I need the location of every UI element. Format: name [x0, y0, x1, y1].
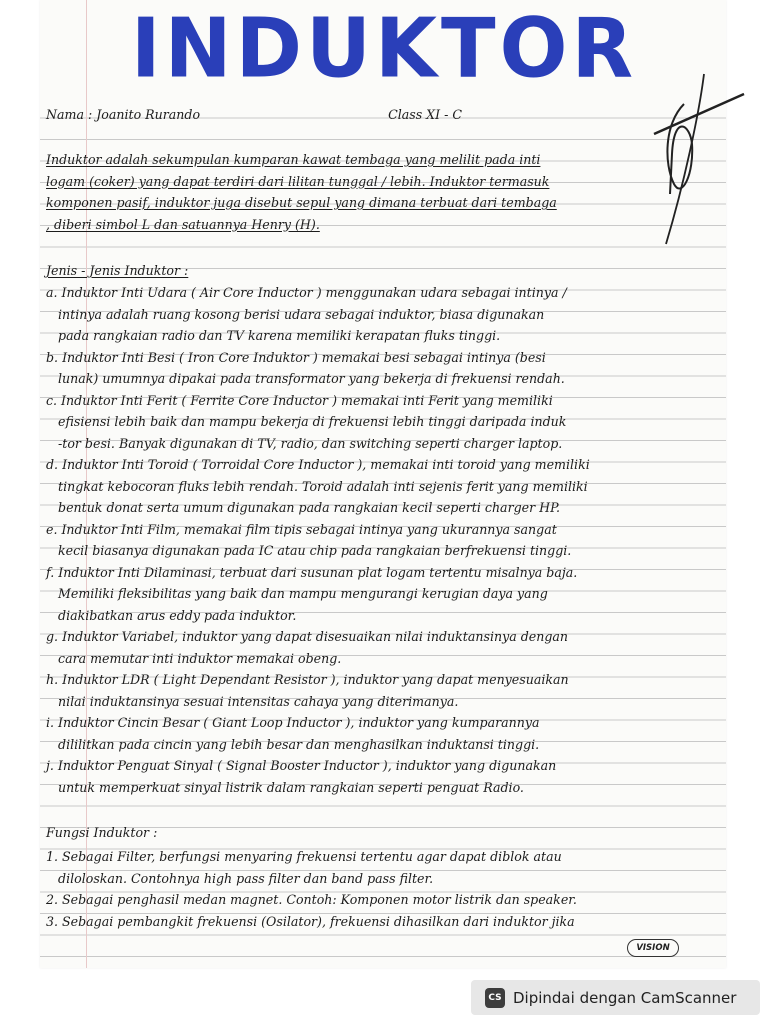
intro-line: komponen pasif, induktor juga disebut sepul yang dimana terbuat dari tembaga — [46, 195, 557, 210]
jenis-item-line: b. Induktor Inti Besi ( Iron Core Induktor ) memakai besi sebagai intinya (besi — [46, 349, 546, 365]
jenis-list — [46, 282, 722, 798]
jenis-item-line: kecil biasanya digunakan pada IC atau chip pada rangkaian berfrekuensi tinggi. — [46, 543, 572, 558]
jenis-heading-line — [46, 260, 722, 282]
student-class: Class XI - C — [388, 107, 463, 122]
jenis-item-line: untuk memperkuat sinyal listrik dalam rangkaian seperti penguat Radio. — [46, 779, 524, 795]
jenis-item-line: intinya adalah ruang kosong berisi udara sebagai induktor, biasa digunakan — [46, 306, 545, 322]
camscanner-label: Dipindai dengan CamScanner — [513, 988, 737, 1007]
fungsi-item-line: 2. Sebagai penghasil medan magnet. Contoh: Komponen motor listrik dan speaker. — [46, 892, 577, 907]
jenis-item-line: lunak) umumnya dipakai pada transformator yang bekerja di frekuensi rendah. — [46, 371, 565, 386]
jenis-item-line: j. Induktor Penguat Sinyal ( Signal Booster Inductor ), induktor yang digunakan — [46, 758, 557, 773]
fungsi-item-line: 3. Sebagai pembangkit frekuensi (Osilator), frekuensi dihasilkan dari induktor jika — [46, 913, 575, 929]
jenis-item-line: h. Induktor LDR ( Light Dependant Resistor ), induktor yang dapat menyesuaikan — [46, 672, 569, 687]
jenis-item-line: g. Induktor Variabel, induktor yang dapat disesuaikan nilai induktansinya dengan — [46, 629, 569, 644]
jenis-item-line: e. Induktor Inti Film, memakai film tipis sebagai intinya yang ukurannya sangat — [46, 521, 557, 537]
camscanner-badge — [471, 980, 760, 1015]
jenis-item-line: tingkat kebocoran fluks lebih rendah. Toroid adalah inti sejenis ferit yang memiliki — [46, 478, 588, 494]
jenis-item-line: efisiensi lebih baik dan mampu bekerja di frekuensi lebih tinggi daripada induk — [46, 414, 567, 429]
jenis-item-line: i. Induktor Cincin Besar ( Giant Loop Inductor ), induktor yang kumparannya — [46, 715, 540, 730]
jenis-item-line: -tor besi. Banyak digunakan di TV, radio, dan switching seperti charger laptop. — [46, 435, 563, 451]
jenis-heading: Jenis - Jenis Induktor : — [46, 263, 189, 278]
page-title: INDUKTOR — [130, 1, 638, 96]
jenis-item-line: d. Induktor Inti Toroid ( Torroidal Core Inductor ), memakai inti toroid yang memiliki — [46, 457, 590, 472]
fungsi-item-line: diloloskan. Contohnya high pass filter dan band pass filter. — [46, 870, 434, 886]
fungsi-heading-line — [46, 822, 722, 844]
jenis-item-line: bentuk donat serta umum digunakan pada rangkaian kecil seperti charger HP. — [46, 500, 561, 515]
jenis-item-line: Memiliki fleksibilitas yang baik dan mampu mengurangi kerugian daya yang — [46, 586, 548, 601]
intro-line: logam (coker) yang dapat terdiri dari lilitan tunggal / lebih. Induktor termasuk — [46, 173, 550, 189]
jenis-item-line: diakibatkan arus eddy pada induktor. — [46, 607, 297, 623]
jenis-item-line: cara memutar inti induktor memakai obeng. — [46, 650, 342, 666]
jenis-item-line: f. Induktor Inti Dilaminasi, terbuat dari susunan plat logam tertentu misalnya baja. — [46, 564, 578, 580]
student-name: Nama : Joanito Rurando — [46, 107, 201, 122]
fungsi-heading: Fungsi Induktor : — [46, 825, 158, 840]
jenis-item-line: c. Induktor Inti Ferit ( Ferrite Core Inductor ) memakai inti Ferit yang memiliki — [46, 392, 553, 408]
intro-line: Induktor adalah sekumpulan kumparan kawat tembaga yang melilit pada inti — [46, 152, 541, 167]
header-line — [46, 104, 722, 126]
fungsi-item-line: 1. Sebagai Filter, berfungsi menyaring frekuensi tertentu agar dapat diblok atau — [46, 849, 562, 864]
fungsi-list — [46, 846, 722, 932]
jenis-item-line: pada rangkaian radio dan TV karena memiliki kerapatan fluks tinggi. — [46, 328, 501, 343]
jenis-item-line: a. Induktor Inti Udara ( Air Core Inductor ) menggunakan udara sebagai intinya / — [46, 285, 567, 300]
intro-paragraph — [46, 149, 722, 235]
vision-logo: VISION — [627, 939, 679, 957]
intro-line: , diberi simbol L dan satuannya Henry (H). — [46, 216, 320, 232]
jenis-item-line: nilai induktansinya sesuai intensitas cahaya yang diterimanya. — [46, 693, 459, 709]
jenis-item-line: dililitkan pada cincin yang lebih besar dan menghasilkan induktansi tinggi. — [46, 736, 540, 752]
camscanner-icon: CS — [485, 988, 505, 1008]
